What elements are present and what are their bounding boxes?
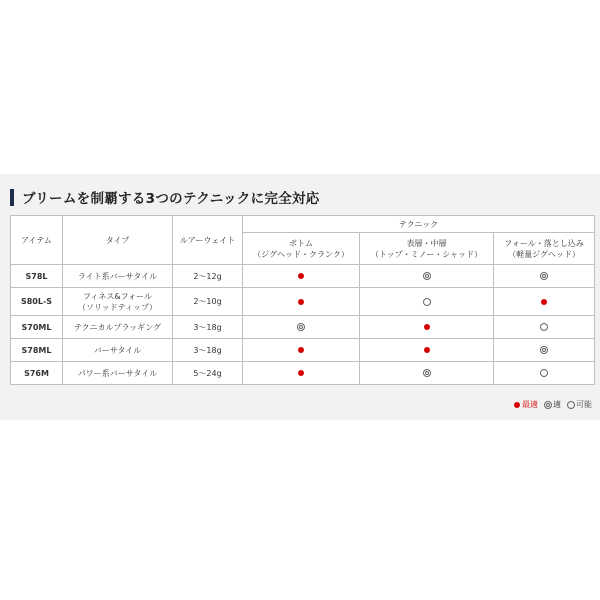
type-text: バーサタイル [93, 345, 142, 355]
heading-text: ブリームを制覇する3つのテクニックに完全対応 [22, 191, 320, 207]
best-mark-icon [423, 346, 431, 354]
type-text: パワー系バーサタイル [77, 368, 158, 378]
good-mark-icon [423, 369, 431, 377]
best-mark-icon [423, 323, 431, 331]
technique-table [10, 215, 595, 385]
header-technique-fall [494, 233, 595, 265]
cell-weight: 3〜18g [173, 339, 243, 362]
technique-name: ボトム [289, 238, 313, 248]
legend-ok-label: 可能 [576, 400, 592, 409]
legend [507, 399, 592, 410]
table-row [11, 316, 595, 339]
cell-type [63, 316, 173, 339]
cell-rating [360, 316, 494, 339]
table-row [11, 362, 595, 385]
cell-weight: 2〜12g [173, 265, 243, 288]
cell-rating [243, 288, 360, 316]
cell-type [63, 288, 173, 316]
technique-detail: （トップ・ミノー・シャッド） [370, 249, 483, 259]
cell-rating [360, 265, 494, 288]
cell-rating [243, 316, 360, 339]
heading-accent-bar [10, 189, 14, 206]
good-mark-icon [540, 272, 548, 280]
cell-item: S78ML [11, 339, 63, 362]
cell-rating [360, 339, 494, 362]
cell-rating [243, 265, 360, 288]
header-weight: ルアーウェイト [173, 216, 243, 265]
header-type: タイプ [63, 216, 173, 265]
type-text: ライト系バーサタイル [77, 271, 158, 281]
cell-weight: 5〜24g [173, 362, 243, 385]
best-mark-icon [297, 298, 305, 306]
cell-type [63, 265, 173, 288]
good-mark-icon [544, 401, 552, 409]
legend-good [544, 399, 561, 410]
best-mark-icon [540, 298, 548, 306]
type-text: テクニカルプラッギング [73, 322, 162, 332]
cell-weight: 2〜10g [173, 288, 243, 316]
cell-item: S70ML [11, 316, 63, 339]
table-row [11, 265, 595, 288]
cell-rating [494, 339, 595, 362]
cell-rating [243, 362, 360, 385]
legend-ok [567, 399, 592, 410]
ok-mark-icon [540, 369, 548, 377]
technique-name: フォール・落とし込み [504, 238, 584, 248]
header-technique: テクニック [243, 216, 595, 233]
best-mark-icon [297, 369, 305, 377]
legend-best [513, 399, 538, 410]
header-technique-bottom [243, 233, 360, 265]
header-technique-surface [360, 233, 494, 265]
cell-weight: 3〜18g [173, 316, 243, 339]
legend-best-label: 最適 [522, 400, 538, 409]
good-mark-icon [423, 272, 431, 280]
legend-good-label: 適 [553, 400, 561, 409]
good-mark-icon [297, 323, 305, 331]
table-row [11, 288, 595, 316]
cell-rating [243, 339, 360, 362]
cell-rating [494, 288, 595, 316]
cell-rating [494, 265, 595, 288]
cell-type [63, 362, 173, 385]
cell-rating [494, 316, 595, 339]
best-mark-icon [297, 272, 305, 280]
type-text: フィネス&フォール [82, 291, 153, 301]
ok-mark-icon [567, 401, 575, 409]
section-heading [10, 186, 320, 208]
technique-detail: （軽量ジグヘッド） [508, 249, 580, 259]
cell-item: S80L-S [11, 288, 63, 316]
good-mark-icon [540, 346, 548, 354]
table-row [11, 339, 595, 362]
ok-mark-icon [540, 323, 548, 331]
technique-detail: （ジグヘッド・クランク） [253, 249, 349, 259]
type-subtext: （ソリッドティップ） [77, 302, 158, 312]
best-mark-icon [513, 401, 521, 409]
cell-rating [360, 288, 494, 316]
ok-mark-icon [423, 298, 431, 306]
cell-item: S76M [11, 362, 63, 385]
best-mark-icon [297, 346, 305, 354]
technique-name: 表層・中層 [406, 238, 447, 248]
cell-type [63, 339, 173, 362]
cell-rating [494, 362, 595, 385]
cell-rating [360, 362, 494, 385]
cell-item: S78L [11, 265, 63, 288]
header-item: アイテム [11, 216, 63, 265]
